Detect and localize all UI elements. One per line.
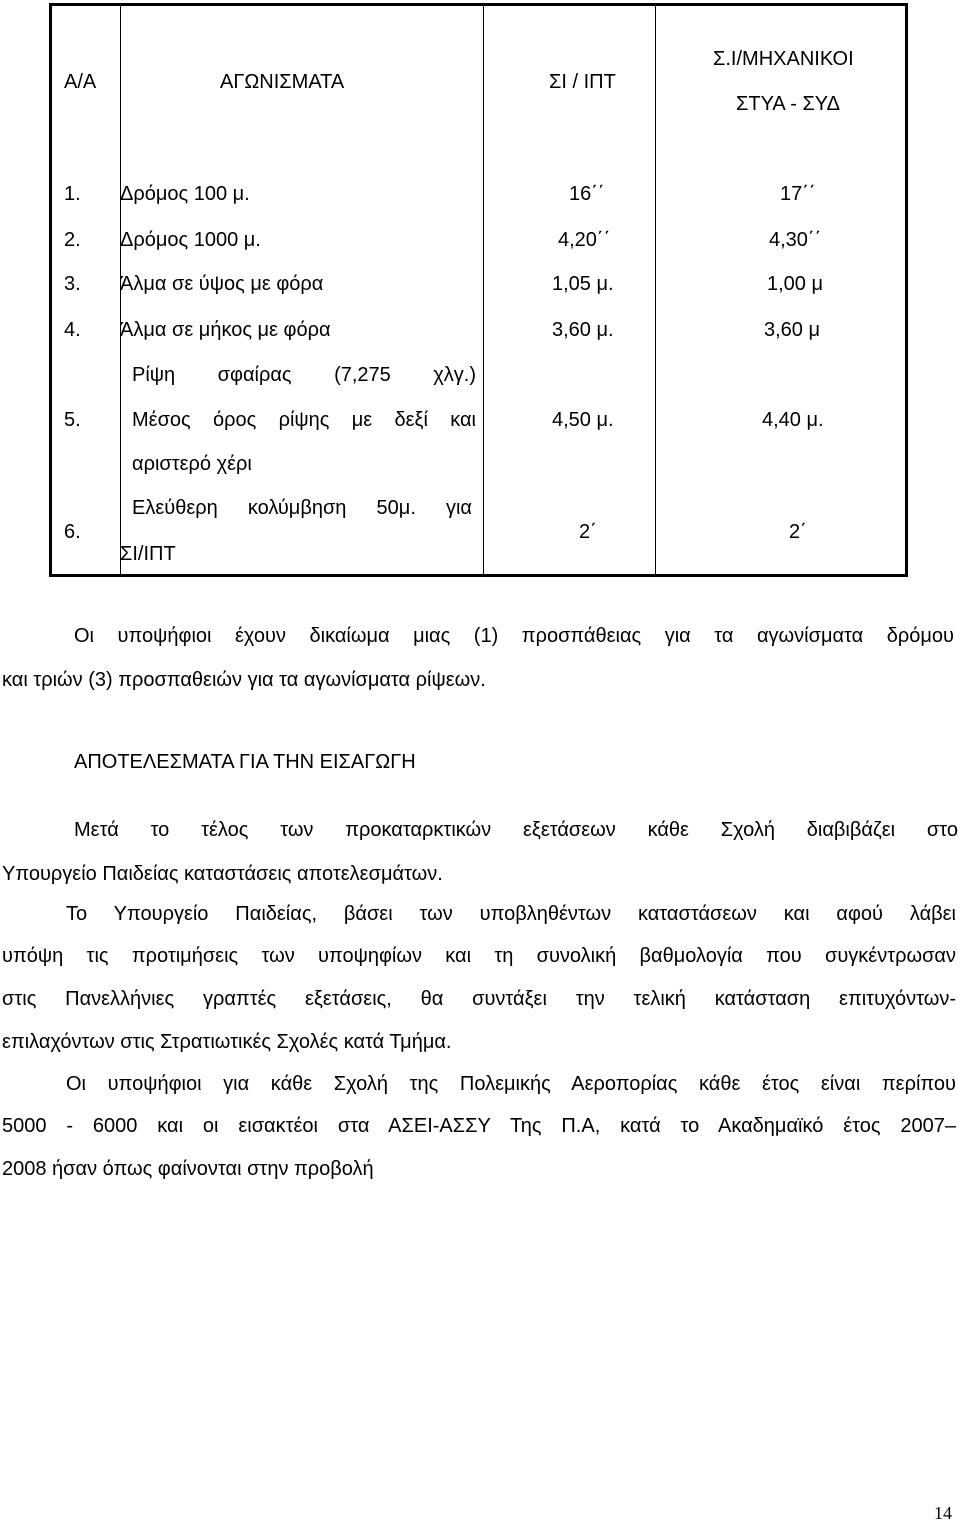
header-engineers-line1: Σ.Ι/ΜΗΧΑΝΙΚΟΙ — [713, 48, 854, 70]
row-si-ipt: 4,50 μ. — [552, 409, 614, 431]
table-divider — [483, 6, 484, 574]
paragraph-line: Το Υπουργείο Παιδείας, βάσει των υποβληθέντων καταστάσεων και αφού λάβει — [66, 903, 956, 925]
row-number: 4. — [64, 319, 81, 341]
row-number: 2. — [64, 229, 81, 251]
row-number: 6. — [64, 521, 81, 543]
row-si-ipt: 2΄ — [579, 521, 597, 543]
row-engineers: 3,60 μ — [764, 319, 821, 341]
header-si-ipt: ΣΙ / ΙΠΤ — [549, 71, 616, 93]
row-event: Δρόμος 1000 μ. — [120, 229, 261, 251]
row-si-ipt: 1,05 μ. — [552, 273, 614, 295]
row-event: Δρόμος 100 μ. — [120, 183, 250, 205]
header-aa: Α/Α — [64, 71, 97, 93]
header-events: ΑΓΩΝΙΣΜΑΤΑ — [220, 71, 345, 93]
row-event-line: Μέσος όρος ρίψης με δεξί και — [132, 409, 476, 431]
paragraph-line: Μετά το τέλος των προκαταρκτικών εξετάσεων κάθε Σχολή διαβιβάζει στο — [74, 819, 958, 841]
paragraph-line: επιλαχόντων στις Στρατιωτικές Σχολές κατά Τμήμα. — [2, 1031, 452, 1053]
paragraph-line: Οι υποψήφιοι για κάθε Σχολή της Πολεμικής Αεροπορίας κάθε έτος είναι περίπου — [66, 1073, 956, 1095]
row-engineers: 2΄ — [789, 521, 807, 543]
note-line: και τριών (3) προσπαθειών για τα αγωνίσματα ρίψεων. — [2, 669, 486, 691]
note-line: Οι υποψήφιοι έχουν δικαίωμα μιας (1) προσπάθειας για τα αγωνίσματα δρόμου — [74, 625, 954, 647]
row-engineers: 4,40 μ. — [762, 409, 824, 431]
row-si-ipt: 4,20΄΄ — [558, 229, 611, 251]
row-event-line: Ρίψη σφαίρας (7,275 χλγ.) — [132, 364, 476, 386]
row-number: 1. — [64, 183, 81, 205]
row-si-ipt: 3,60 μ. — [552, 319, 614, 341]
paragraph-line: 2008 ήσαν όπως φαίνονται στην προβολή — [2, 1158, 374, 1180]
row-number: 5. — [64, 409, 81, 431]
section-heading: ΑΠΟΤΕΛΕΣΜΑΤΑ ΓΙΑ ΤΗΝ ΕΙΣΑΓΩΓΗ — [74, 751, 416, 773]
row-event-line: ΣΙ/ΙΠΤ — [120, 543, 176, 565]
row-event: Άλμα σε ύψος με φόρα — [120, 273, 324, 295]
table-divider — [655, 6, 656, 574]
row-event: Άλμα σε μήκος με φόρα — [120, 319, 331, 341]
page-number: 14 — [934, 1503, 952, 1523]
header-engineers-line2: ΣΤΥΑ - ΣΥΔ — [736, 93, 841, 115]
row-event-line: αριστερό χέρι — [132, 453, 252, 475]
paragraph-line: στις Πανελλήνιες γραπτές εξετάσεις, θα συντάξει την τελική κατάσταση επιτυχόντων- — [2, 988, 956, 1010]
row-engineers: 17΄΄ — [780, 183, 816, 205]
row-number: 3. — [64, 273, 81, 295]
paragraph-line: υπόψη τις προτιμήσεις των υποψηφίων και τη συνολική βαθμολογία που συγκέντρωσαν — [2, 945, 956, 967]
row-si-ipt: 16΄΄ — [569, 183, 605, 205]
paragraph-line: 5000 - 6000 και οι εισακτέοι στα ΑΣΕΙ-ΑΣΣΥ Της Π.Α, κατά το Ακαδημαϊκό έτος 2007– — [2, 1115, 956, 1137]
row-engineers: 4,30΄΄ — [769, 229, 822, 251]
row-engineers: 1,00 μ — [767, 273, 824, 295]
paragraph-line: Υπουργείο Παιδείας καταστάσεις αποτελεσμάτων. — [2, 863, 443, 885]
row-event-line: Ελεύθερη κολύμβηση 50μ. για — [132, 497, 472, 519]
